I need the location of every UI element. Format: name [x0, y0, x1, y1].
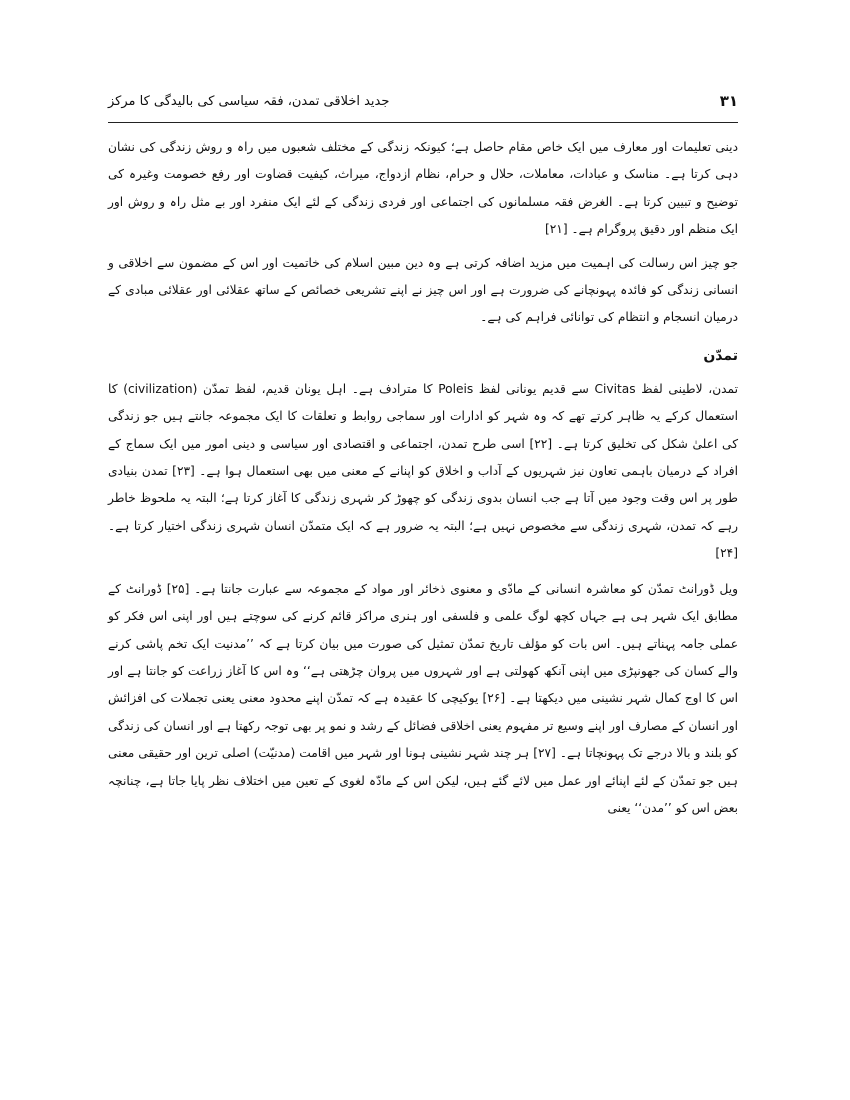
body-text: [108, 134, 738, 822]
section-heading: تمدّن: [703, 347, 738, 364]
paragraph-2: جو چیز اس رسالت کی اہمیت میں مزید اضافہ کرتی ہے وہ دین مبین اسلام کی خاتمیت اور اس کے مضمون سے اخلاقی و انسانی زندگی کو فائدہ پہونچانے کی ضرورت ہے اور اس چیز نے اپنے تشریعی خصائص کے ساتھ عقلائی اور عقلائی مبادی کے درمیان انسجام و انتظام کی توانائی فراہم کی ہے۔: [108, 255, 738, 325]
paragraph-1: دینی تعلیمات اور معارف میں ایک خاص مقام حاصل ہے؛ کیونکہ زندگی کے مختلف شعبوں میں راہ و روش زندگی کی نشان دہی کرتا ہے۔ مناسک و عبادات، معاملات، حلال و حرام، نظام ازدواج، میراث، کیفیت قضاوت اور رفع خصومت وغیرہ کی توضیح و تبیین کرتا ہے۔ الغرض فقہ مسلمانوں کی اجتماعی اور فردی زندگی کے لئے ایک منفرد اور بے مثل راہ و روش اور ایک منظم اور دقیق پروگرام ہے۔ [۲۱]: [108, 140, 738, 237]
paragraph-4: ویل ڈورانٹ تمدّن کو معاشرہ انسانی کے مادّی و معنوی ذخائر اور مواد کے مجموعہ سے عبارت جانتا ہے۔ [۲۵] ڈورانٹ کے مطابق ایک شہر ہی ہے جہاں کچھ لوگ علمی و فلسفی اور ہنری مراکز قائم کرنے کی سوچتے ہیں اور اپنی اس فکر کو عملی جامہ پہناتے ہیں۔ اس بات کو مؤلف تاریخ تمدّن تمثیل کی صورت میں بیان کرتا ہے کہ ’’مدنیت ایک تخم پاشی کرنے والے کسان کی جھونپڑی میں اپنی آنکھ کھولتی ہے اور شہروں میں پروان چڑھتی ہے‘‘ وہ اس کا آغاز زراعت کو جانتا ہے اور اس کا اوج کمال شہر نشینی میں دیکھتا ہے۔ [۲۶] یوکیچی کا عقیدہ ہے کہ تمدّن اپنے محدود معنی یعنی تجملات کی افزائش اور انسان کے مصارف اور اپنے وسیع تر مفہوم یعنی اخلاقی فضائل کے رشد و نمو پر بھی توجہ رکھتا ہے اور انسان کی زندگی کو بلند و بالا درجے تک پہونچاتا ہے۔ [۲۷] ہر چند شہر نشینی ہونا اور شہر میں اقامت (مدنیّت) اصلی ترین اور حقیقی معنی ہیں جو تمدّن کے لئے اپنائے اور عمل میں لائے گئے ہیں، لیکن اس کے مادّہ لغوی کے تعین میں اختلاف نظر پایا جاتا ہے، چنانچہ بعض اس کو ’’مدن‘‘ یعنی: [108, 581, 739, 815]
header-divider: [108, 122, 738, 123]
running-title: جدید اخلاقی تمدن، فقہ سیاسی کی بالیدگی کا مرکز: [108, 94, 390, 109]
page-number: ۳۱: [719, 92, 738, 110]
paragraph-3: تمدن، لاطینی لفظ Civitas سے قدیم یونانی لفظ Poleis کا مترادف ہے۔ اہل یونان قدیم، لفظ تمدّن (civilization) کا استعمال کرکے یہ ظاہر کرتے تھے کہ وہ شہر کو ادارات اور سماجی روابط و تعلقات کا ایک مجموعہ جانتے ہیں جو زندگی کی اعلیٰ شکل کی تخلیق کرتا ہے۔ [۲۲] اسی طرح تمدن، اجتماعی و اقتصادی اور سیاسی و دینی امور میں ایک سماج کے افراد کے درمیان باہمی تعاون نیز شہریوں کے آداب و اخلاق کو اپنانے کے معنی میں بھی استعمال ہوا ہے۔ [۲۳] تمدن بنیادی طور پر اس وقت وجود میں آتا ہے جب انسان بدوی زندگی کو چھوڑ کر شہری زندگی کا آغاز کرتا ہے؛ البتہ یہ ملحوظ خاطر رہے کہ تمدن، شہری زندگی سے مخصوص نہیں ہے؛ البتہ یہ ضرور ہے کہ ایک متمدّن انسان شہری زندگی اختیار کرتا ہے۔ [۲۴]: [108, 381, 739, 561]
page-header: [108, 92, 738, 118]
